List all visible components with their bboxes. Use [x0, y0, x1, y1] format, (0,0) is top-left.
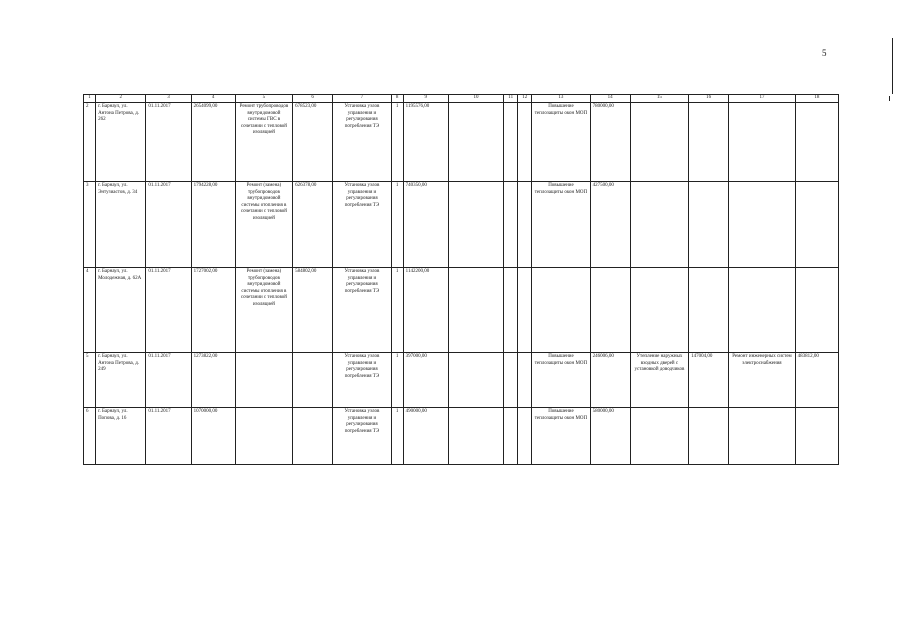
- empty-cell: [448, 103, 503, 182]
- empty-cell: [518, 103, 532, 182]
- address-cell: г. Барнаул, ул. Антона Петрова, д. 262: [96, 103, 146, 182]
- cost-cell: 740350,00: [403, 182, 448, 268]
- header-cell: 8: [391, 95, 403, 103]
- program-table: [83, 94, 839, 465]
- header-cell: 12: [518, 95, 532, 103]
- empty-cell: [518, 353, 532, 408]
- measure-cell: [630, 103, 688, 182]
- measure-cell: Повышение теплозащиты окон МОП: [532, 408, 590, 465]
- cost-cell: 1142200,00: [403, 268, 448, 353]
- row-number: 6: [84, 408, 96, 465]
- row-number: 5: [84, 353, 96, 408]
- quantity-cell: 1: [391, 408, 403, 465]
- total-cost-cell: 1070000,00: [191, 408, 235, 465]
- address-cell: г. Барнаул, ул. Энтузиастов, д. 34: [96, 182, 146, 268]
- measure-cell: Повышение теплозащиты окон МОП: [532, 353, 590, 408]
- cost-cell: 427500,00: [590, 182, 630, 268]
- header-cell: 13: [532, 95, 590, 103]
- table-row: [84, 268, 839, 353]
- measure-cell: [729, 182, 795, 268]
- measure-cell: [729, 268, 795, 353]
- measure-cell: Повышение теплозащиты окон МОП: [532, 103, 590, 182]
- measure-cell: [729, 103, 795, 182]
- total-cost-cell: 1727002,00: [191, 268, 235, 353]
- header-cell: 7: [333, 95, 391, 103]
- empty-cell: [504, 103, 518, 182]
- measure-cell: Установка узлов управления и регулирования потребления ТЭ: [333, 408, 391, 465]
- address-cell: г. Барнаул, ул. Попова, д. 16: [96, 408, 146, 465]
- header-cell: 11: [504, 95, 518, 103]
- cost-cell: 780000,00: [590, 103, 630, 182]
- total-cost-cell: 2654099,00: [191, 103, 235, 182]
- header-cell: 16: [689, 95, 729, 103]
- header-cell: 14: [590, 95, 630, 103]
- total-cost-cell: 1273822,00: [191, 353, 235, 408]
- empty-cell: [448, 353, 503, 408]
- measure-cell: Ремонт трубопроводов внутридомовой системы ГВС в сочетании с тепловой изоляцией: [235, 103, 292, 182]
- cost-cell: 580000,00: [590, 408, 630, 465]
- cost-cell: [590, 268, 630, 353]
- cost-cell: [689, 268, 729, 353]
- date-cell: 01.11.2017: [146, 268, 191, 353]
- quantity-cell: 1: [391, 268, 403, 353]
- date-cell: 01.11.2017: [146, 408, 191, 465]
- measure-cell: Ремонт (замена) трубопроводов внутридомовой системы отопления в сочетании с тепловой изоляцией: [235, 268, 292, 353]
- margin-line-mark: [889, 96, 890, 101]
- empty-cell: [504, 353, 518, 408]
- empty-cell: [448, 268, 503, 353]
- header-cell: 5: [235, 95, 292, 103]
- cost-cell: 626378,00: [293, 182, 333, 268]
- quantity-cell: 1: [391, 182, 403, 268]
- measure-cell: [630, 408, 688, 465]
- table-row: [84, 182, 839, 268]
- cost-cell: 397000,00: [403, 353, 448, 408]
- header-cell: 6: [293, 95, 333, 103]
- cost-cell: 490000,00: [403, 408, 448, 465]
- total-cost-cell: 1794228,00: [191, 182, 235, 268]
- cost-cell: [795, 268, 838, 353]
- header-cell: 1: [84, 95, 96, 103]
- measure-cell: [630, 182, 688, 268]
- cost-cell: [795, 103, 838, 182]
- address-cell: г. Барнаул, ул. Антона Петрова, д. 249: [96, 353, 146, 408]
- header-cell: 10: [448, 95, 503, 103]
- measure-cell: Повышение теплозащиты окон МОП: [532, 182, 590, 268]
- measure-cell: Установка узлов управления и регулирования потребления ТЭ: [333, 268, 391, 353]
- date-cell: 01.11.2017: [146, 182, 191, 268]
- measure-cell: [729, 408, 795, 465]
- cost-cell: 246006,00: [590, 353, 630, 408]
- empty-cell: [518, 182, 532, 268]
- address-cell: г. Барнаул, ул. Молодежная, д. 62А: [96, 268, 146, 353]
- row-number: 2: [84, 103, 96, 182]
- measure-cell: [235, 408, 292, 465]
- measure-cell: [235, 353, 292, 408]
- header-cell: 2: [96, 95, 146, 103]
- measure-cell: Установка узлов управления и регулирования потребления ТЭ: [333, 182, 391, 268]
- empty-cell: [504, 408, 518, 465]
- empty-cell: [518, 408, 532, 465]
- empty-cell: [504, 182, 518, 268]
- header-cell: 18: [795, 95, 838, 103]
- header-cell: 15: [630, 95, 688, 103]
- cost-cell: 483812,00: [795, 353, 838, 408]
- cost-cell: [689, 182, 729, 268]
- header-cell: 17: [729, 95, 795, 103]
- cost-cell: [795, 182, 838, 268]
- table-row: [84, 353, 839, 408]
- cost-cell: 678523,00: [293, 103, 333, 182]
- header-cell: 4: [191, 95, 235, 103]
- measure-cell: Установка узлов управления и регулирования потребления ТЭ: [333, 353, 391, 408]
- quantity-cell: 1: [391, 353, 403, 408]
- cost-cell: [293, 353, 333, 408]
- measure-cell: Установка узлов управления и регулирования потребления ТЭ: [333, 103, 391, 182]
- row-number: 3: [84, 182, 96, 268]
- table-row: [84, 103, 839, 182]
- measure-cell: [532, 268, 590, 353]
- header-cell: 3: [146, 95, 191, 103]
- cost-cell: 147004,00: [689, 353, 729, 408]
- cost-cell: [293, 408, 333, 465]
- cost-cell: 1195576,00: [403, 103, 448, 182]
- measure-cell: Ремонт (замена) трубопроводов внутридомовой системы отопления в сочетании с тепловой изоляцией: [235, 182, 292, 268]
- cost-cell: [689, 103, 729, 182]
- table-row: [84, 408, 839, 465]
- page-number: 5: [822, 48, 827, 58]
- cost-cell: [795, 408, 838, 465]
- measure-cell: Утепление наружных входных дверей с установкой доводчиков: [630, 353, 688, 408]
- margin-line: [892, 38, 893, 94]
- cost-cell: [689, 408, 729, 465]
- quantity-cell: 1: [391, 103, 403, 182]
- header-cell: 9: [403, 95, 448, 103]
- empty-cell: [518, 268, 532, 353]
- empty-cell: [448, 408, 503, 465]
- date-cell: 01.11.2017: [146, 103, 191, 182]
- cost-cell: 584802,00: [293, 268, 333, 353]
- header-row: [84, 95, 839, 103]
- row-number: 4: [84, 268, 96, 353]
- empty-cell: [504, 268, 518, 353]
- measure-cell: [630, 268, 688, 353]
- measure-cell: Ремонт инженерных систем электроснабжения: [729, 353, 795, 408]
- empty-cell: [448, 182, 503, 268]
- date-cell: 01.11.2017: [146, 353, 191, 408]
